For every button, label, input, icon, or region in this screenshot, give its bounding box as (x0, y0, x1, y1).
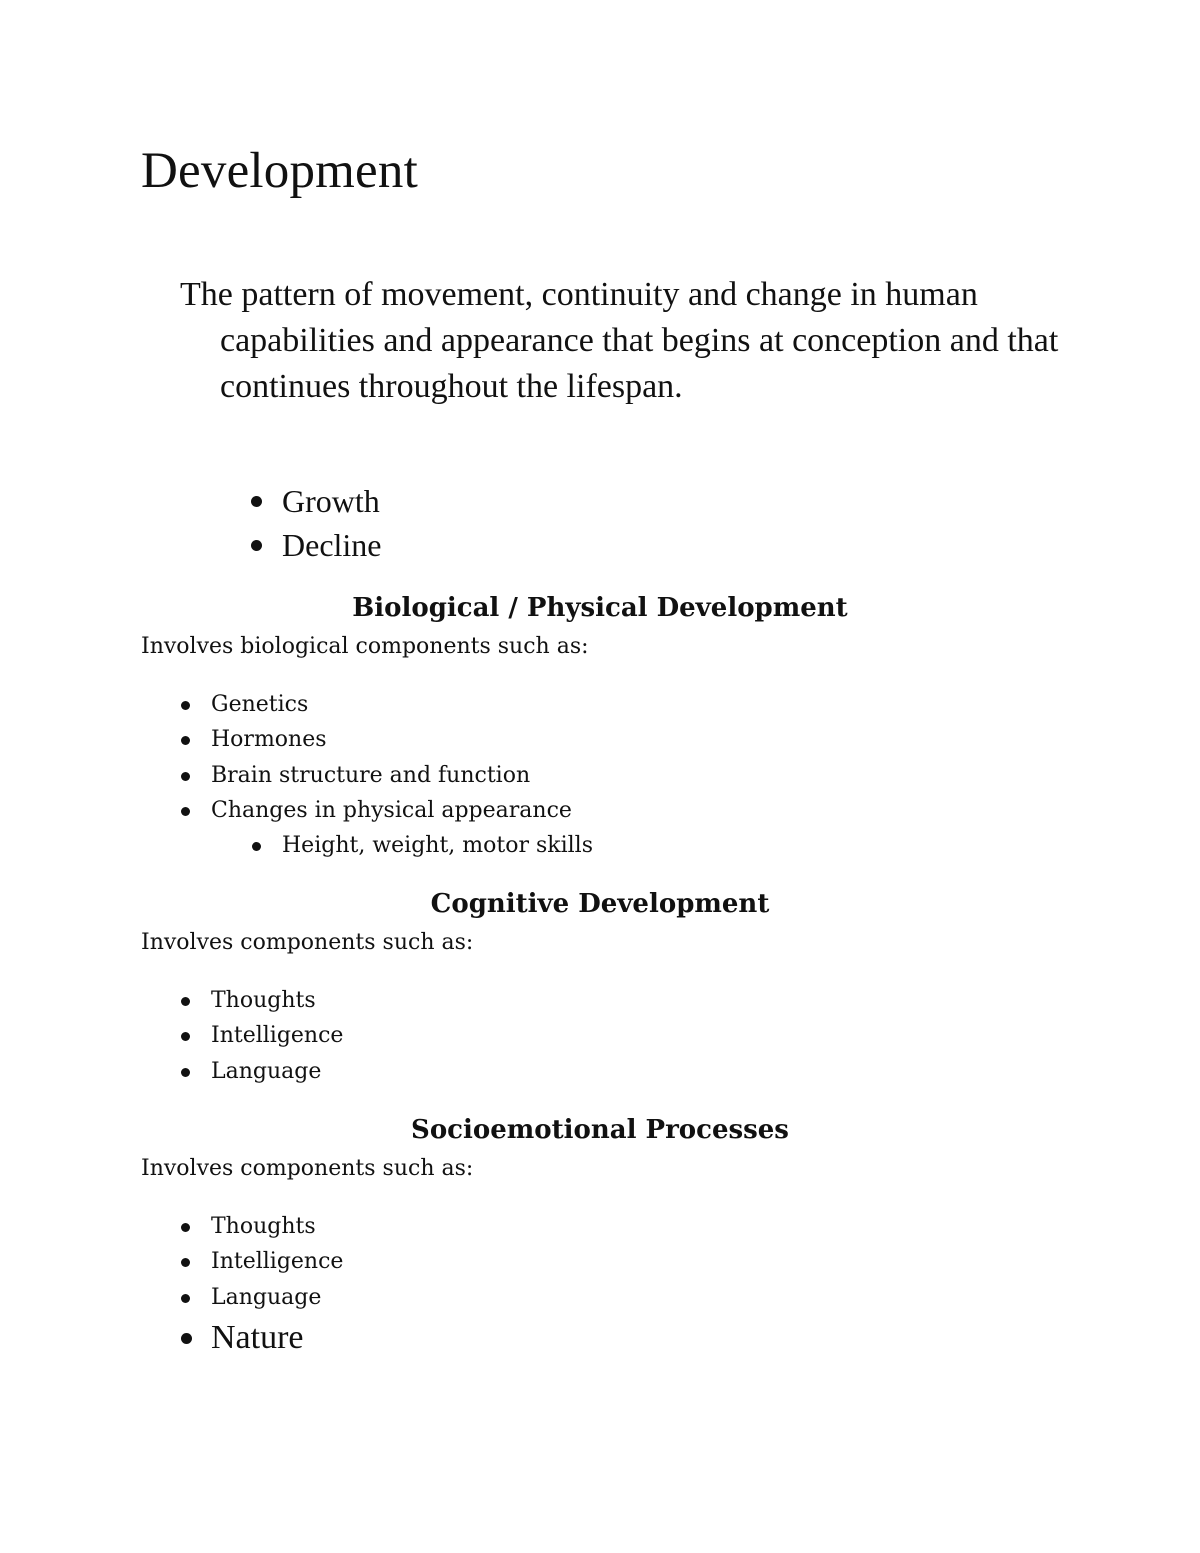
list-item: Intelligence (180, 1018, 343, 1053)
list-item: Thoughts (180, 1209, 343, 1244)
section-intro-cognitive: Involves components such as: (141, 930, 474, 955)
list-item: Genetics (180, 687, 593, 722)
section-heading-cognitive: Cognitive Development (430, 889, 770, 919)
definition-paragraph: The pattern of movement, continuity and change in human capabilities and appearance that begins at conception and that continues throughout the lifespan. (180, 276, 1059, 405)
list-item: Language (180, 1280, 343, 1315)
sub-list-item: Height, weight, motor skills (251, 828, 593, 863)
section-heading-socioemotional: Socioemotional Processes (411, 1115, 789, 1145)
list-item: Hormones (180, 722, 593, 757)
section-intro-biological: Involves biological components such as: (141, 634, 589, 659)
list-item: Brain structure and function (180, 758, 593, 793)
document-title: Development (141, 143, 418, 199)
list-item: Decline (248, 523, 382, 567)
list-item: Intelligence (180, 1244, 343, 1279)
section-intro-socioemotional: Involves components such as: (141, 1156, 474, 1181)
list-item: Changes in physical appearance (180, 793, 593, 828)
section-list-biological (180, 687, 593, 863)
list-item: Nature (180, 1315, 343, 1361)
list-item: Thoughts (180, 983, 343, 1018)
definition-bullet-list (248, 479, 382, 567)
list-item: Language (180, 1054, 343, 1089)
section-list-socioemotional (180, 1209, 343, 1361)
list-item: Growth (248, 479, 382, 523)
section-list-cognitive (180, 983, 343, 1089)
section-heading-biological: Biological / Physical Development (352, 593, 848, 623)
